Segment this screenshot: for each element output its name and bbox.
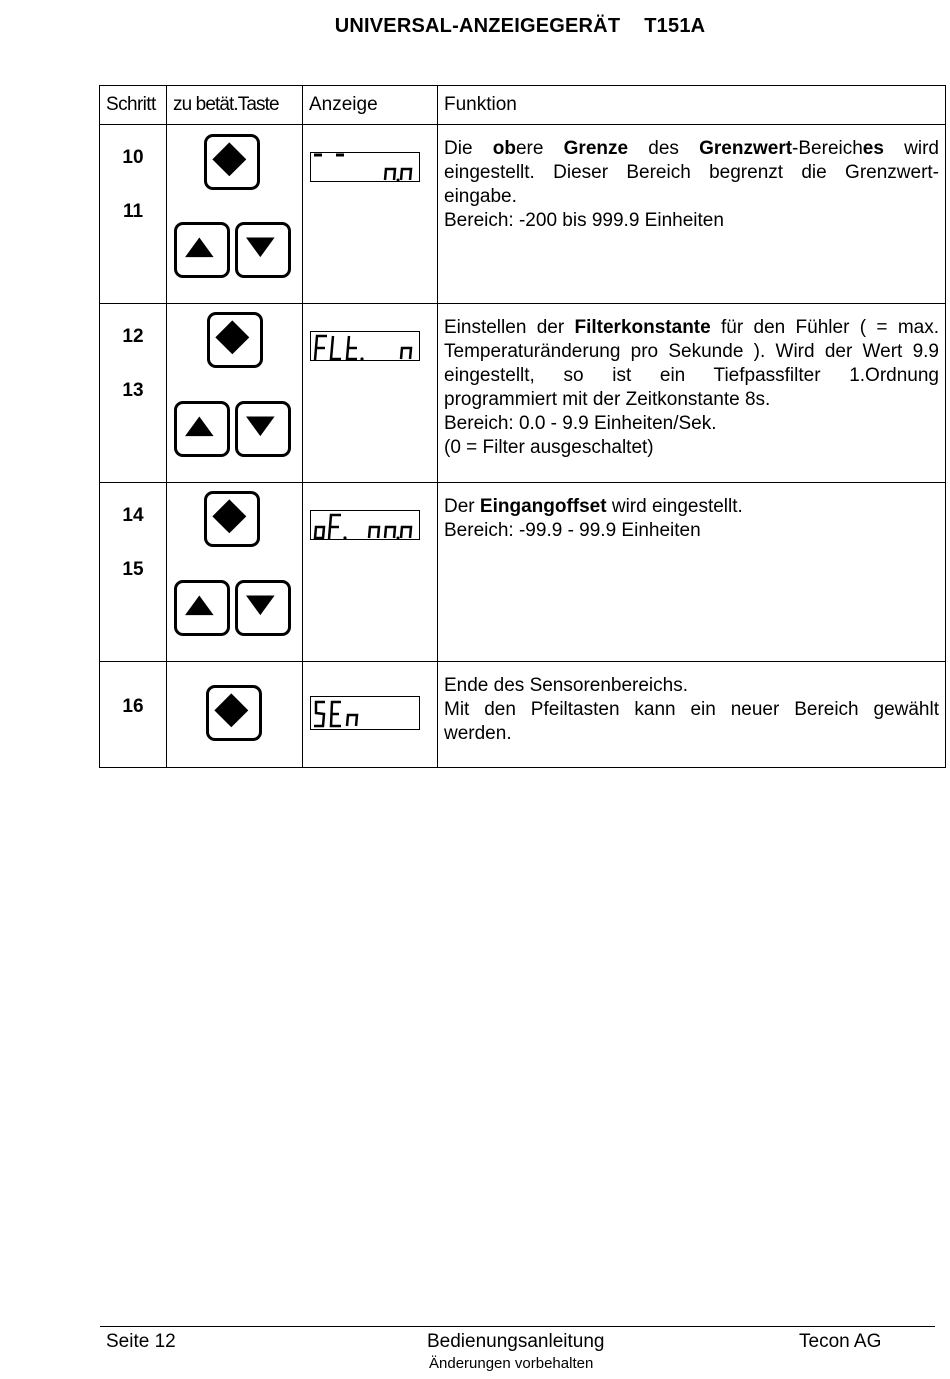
text-run: Bereich: 0.0 - 9.9 Einheiten/Sek. [444, 413, 717, 434]
text-run: wird eingestellt. [606, 496, 743, 517]
model-text: T151A [644, 15, 706, 37]
function-text [444, 137, 939, 209]
function-text [444, 519, 939, 543]
step-cell [100, 304, 167, 483]
table-row [100, 483, 946, 662]
text-run: -Bereich [792, 138, 863, 159]
enter-key-icon [204, 491, 260, 547]
function-cell [438, 304, 946, 483]
lcd-readout-graphic [311, 332, 421, 362]
text-run: Bereich: -99.9 - 99.9 Einheiten [444, 520, 701, 541]
footer-note: Änderungen vorbehalten [429, 1355, 594, 1372]
key-cell [167, 662, 303, 768]
step-number: 13 [122, 380, 144, 401]
enter-key-icon [206, 685, 262, 741]
footer-document-name: Bedienungsanleitung [427, 1331, 605, 1352]
lcd-display [310, 696, 420, 730]
document-title [0, 15, 950, 38]
text-run: Mit den Pfeiltasten kann ein neuer Bereich gewählt werden. [444, 699, 939, 744]
up-arrow-key-icon [174, 222, 230, 278]
function-text [444, 316, 939, 412]
step-number: 11 [122, 201, 144, 222]
text-run: für den Fühler ( = max. Temperaturänderung pro Sekunde ). Wird der Wert 9.9 eingestellt, so ist ein Tiefpassfilter 1.Ordnung programmiert mit der Zeitkonstante 8s. [444, 317, 939, 410]
up-arrow-key-icon [174, 580, 230, 636]
lcd-display [310, 331, 420, 361]
text-run: des [628, 138, 700, 159]
table-row [100, 304, 946, 483]
up-arrow-key-icon [174, 401, 230, 457]
emphasized-text: es [862, 138, 884, 159]
table-row [100, 662, 946, 768]
function-text [444, 495, 939, 519]
footer-page-number: Seite 12 [106, 1331, 176, 1352]
emphasized-text: Grenze [563, 138, 629, 159]
display-cell [303, 125, 438, 304]
function-cell [438, 483, 946, 662]
step-number: 12 [122, 326, 144, 347]
emphasized-text: Filterkonstante [574, 317, 711, 338]
function-text [444, 674, 939, 698]
step-cell [100, 483, 167, 662]
display-cell [303, 304, 438, 483]
step-number: 15 [122, 559, 144, 580]
table-header-row [100, 86, 946, 125]
text-run: Der [444, 496, 480, 517]
text-run: Die [444, 138, 493, 159]
footer-divider [100, 1326, 935, 1327]
display-cell [303, 483, 438, 662]
footer-company: Tecon AG [799, 1331, 882, 1352]
enter-key-icon [204, 134, 260, 190]
lcd-readout-graphic [311, 697, 421, 731]
text-run: ere [515, 138, 564, 159]
function-text [444, 698, 939, 746]
text-run: Ende des Sensorenbereichs. [444, 675, 688, 696]
text-run: Einstellen der [444, 317, 575, 338]
key-cell [167, 304, 303, 483]
key-cell [167, 483, 303, 662]
col-header-function: Funktion [438, 86, 946, 125]
steps-table [99, 85, 946, 768]
function-cell [438, 662, 946, 768]
title-text: UNIVERSAL-ANZEIGEGERÄT [334, 15, 621, 37]
enter-key-icon [207, 312, 263, 368]
text-run: (0 = Filter ausgeschaltet) [444, 437, 654, 458]
down-arrow-key-icon [235, 222, 291, 278]
key-cell [167, 125, 303, 304]
step-cell [100, 662, 167, 768]
text-run: wird eingestellt. Dieser Bereich begrenzt die Grenzwert-eingabe. [444, 138, 939, 207]
lcd-display [310, 152, 420, 182]
function-text [444, 412, 939, 436]
down-arrow-key-icon [235, 580, 291, 636]
lcd-readout-graphic [311, 511, 421, 541]
display-cell [303, 662, 438, 768]
emphasized-text: Grenzwert [699, 138, 793, 159]
function-cell [438, 125, 946, 304]
col-header-key: zu betät.Taste [167, 86, 303, 125]
function-text [444, 209, 939, 233]
emphasized-text: ob [492, 138, 516, 159]
function-text [444, 436, 939, 460]
step-number: 14 [122, 505, 144, 526]
step-cell [100, 125, 167, 304]
step-number: 16 [122, 696, 144, 717]
col-header-display: Anzeige [303, 86, 438, 125]
table-row [100, 125, 946, 304]
step-number: 10 [122, 147, 144, 168]
lcd-readout-graphic [311, 153, 421, 183]
text-run: Bereich: -200 bis 999.9 Einheiten [444, 210, 724, 231]
emphasized-text: Eingangoffset [479, 496, 607, 517]
lcd-display [310, 510, 420, 540]
col-header-step: Schritt [100, 86, 167, 125]
down-arrow-key-icon [235, 401, 291, 457]
